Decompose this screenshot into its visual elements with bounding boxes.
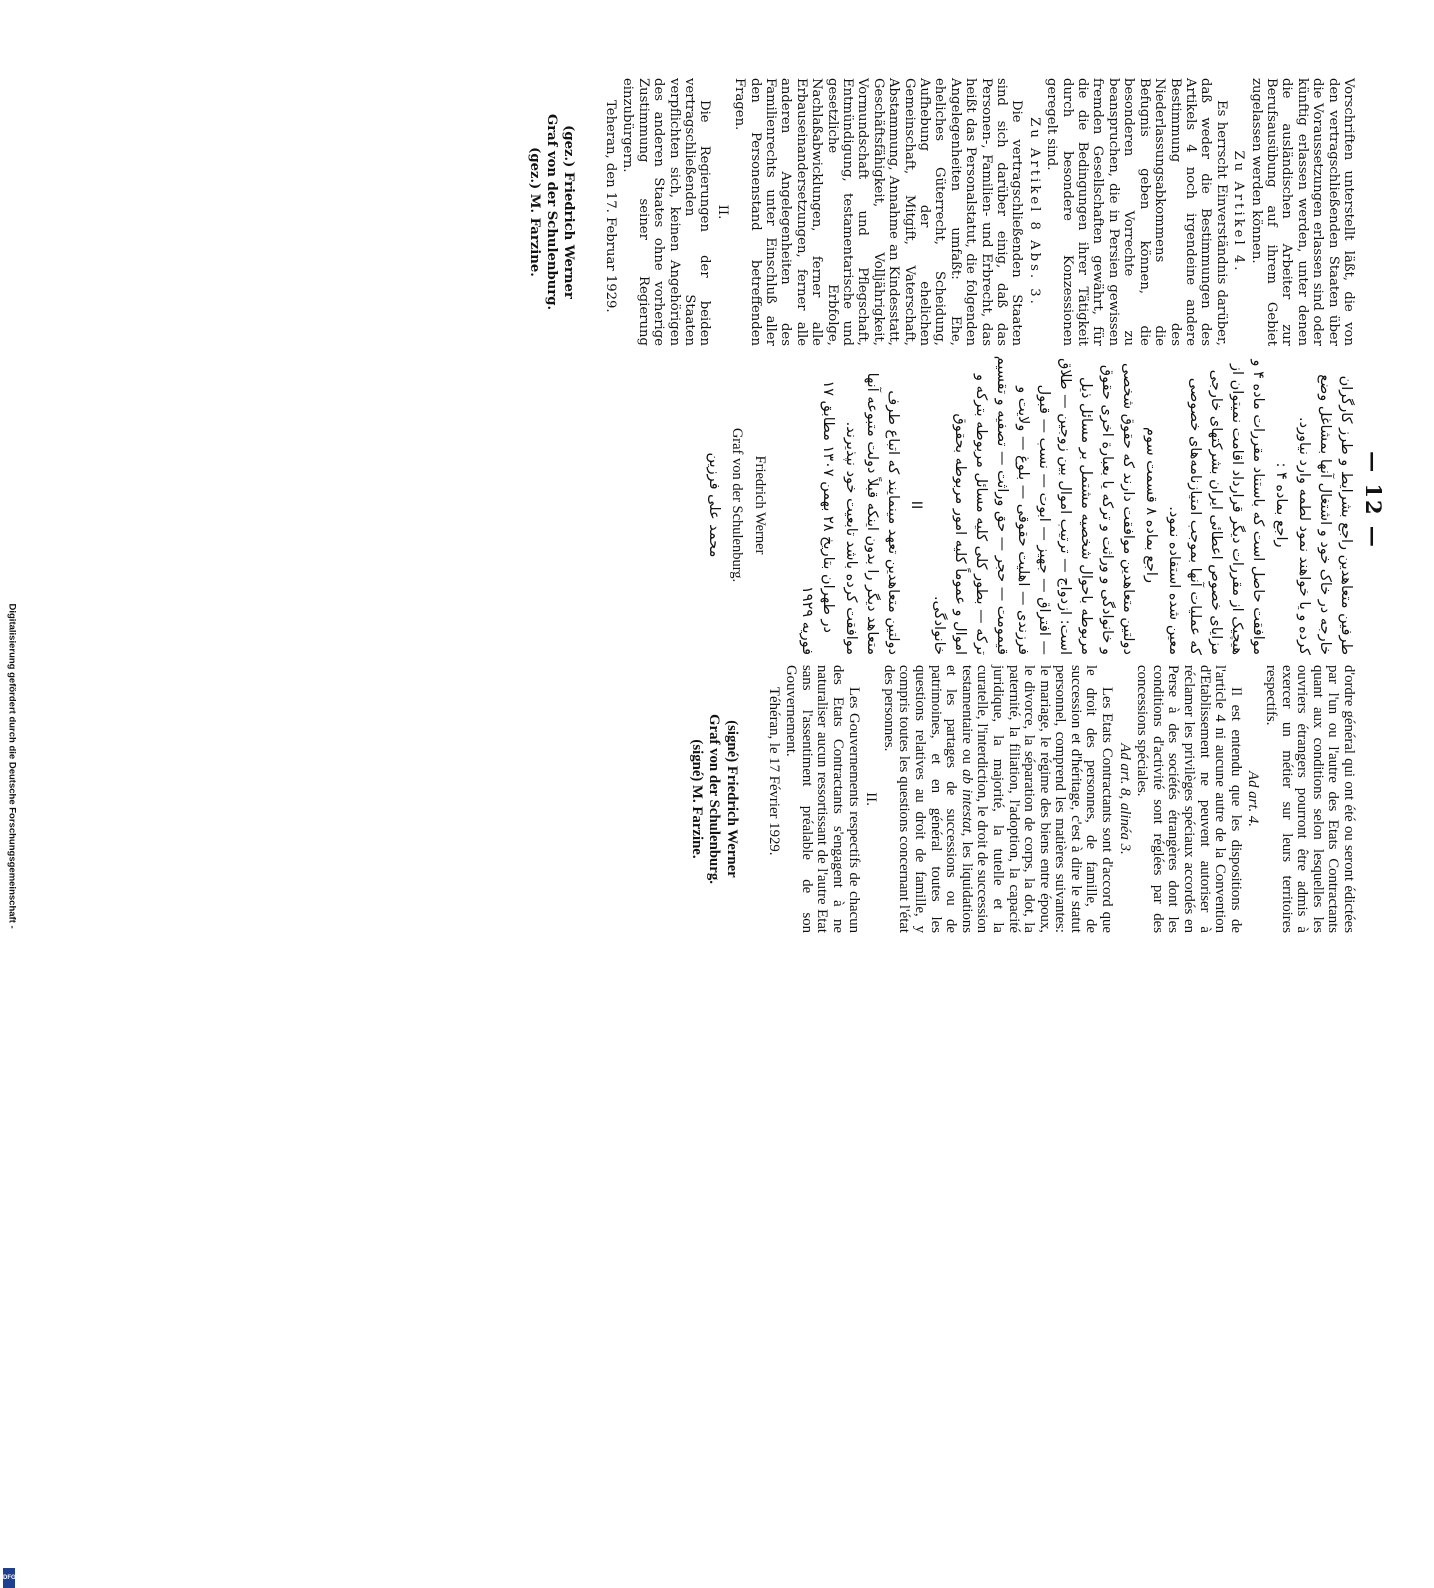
french-article-8-text-b: les liquidations et les partages de successions ou de patrimoines, et en général toutes les questions relatives au droit de famille, y compris toutes les questions concernant l'état des personnes. [880,665,975,933]
digitization-note: Digitalisierung gefördert durch die Deutsche Forschungsgemeinschaft - [6,603,18,929]
digitization-sidebar [2,600,18,1581]
persian-signature-1: Friedrich Werner [752,455,768,555]
german-paragraph-intro: Vorschriften unterstellt läßt, die von den vertragschließenden Staaten über die Voraussetzungen erlassen sind oder künftig erlassen werden, unter denen die ausländischen Arbeiter zur Berufsausübung auf ihrem Gebiet zugelassen werden können. [1248,78,1356,346]
persian-text-column [701,355,1356,655]
french-signature-1: (signé) Friedrich Werner [724,720,741,878]
german-signature-2: Graf von der Schulenburg. [544,113,560,311]
french-paragraph-naturalization: Les Gouvernements respectifs de chacun des Etats Contractants s'engagent à ne naturaliser aucun ressortissant de l'autre Etat sans l'assentiment préalable de son Gouvernement. [783,665,862,933]
persian-section-ii: II [908,500,924,510]
french-signature-2: Graf von der Schulenburg. [706,714,723,884]
german-section-ii: II. [714,204,730,220]
german-paragraph-article-4: Es herrscht Einverständnis darüber, daß weder die Bestimmungen des Artikels 4 noch irgendeine andere Bestimmung des Niederlassungsabkommens die Befugnis geben können, die besonderen Vorrechte zu beanspruchen, die in Persien gewissen fremden Gesellschaften gewährt, für die die Bedingungen ihrer Tätigkeit durch besondere Konzessionen geregelt sind. [1044,78,1229,346]
french-text-column [686,665,1356,933]
german-signature-1: (gez.) Friedrich Werner [561,125,577,299]
french-paragraph-intro: d'ordre général qui ont été ou seront édictées par l'un ou l'autre des Etats Contractants quant aux conditions selon lesquelles les ouvriers étrangers pourront être admis à exercer un métier sur leurs territoires respectifs. [1263,665,1357,933]
german-paragraph-article-8: Die vertragschließenden Staaten sind sich darüber einig, daß das Personen-, Familien- und Erbrecht, das heißt das Personalstatut, die folgenden Angelegenheiten umfaßt: Ehe, eheliches Güterrecht, Scheidung, Aufhebung der ehelichen Gemeinschaft, Mitgift, Vaterschaft, Abstammung, Annahme an Kindesstatt, Geschäftsfähigkeit, Volljährigkeit, Vormundschaft und Pflegschaft, Entmündigung, testamentarische und gesetzliche Erbfolge, Nachlaßabwicklungen, ferner alle Erbauseinandersetzungen, ferner alle anderen Angelegenheiten des Familienrechts unter Einschluß aller den Personenstand betreffenden Fragen. [732,78,1025,346]
persian-heading-article-4: راجع بماده ۴ : [1273,462,1289,548]
german-date-line: Teheran, den 17. Februar 1929. [602,100,618,313]
french-paragraph-article-4: Il est entendu que les dispositions de l'article 4 ni aucune autre de la Convention d'Etablissement ne peuvent autoriser à réclamer les privilèges spéciaux accordés en Perse à des sociétés étrangères dont les conditions d'activité sont réglées par des concessions spéciales. [1134,665,1244,933]
persian-paragraph-intro: طرفین متعاهدین راجع بشرایط و طرز کارگران خارجه در خاک خود و اشتغال آنها بمشاغل وضع کرده و یا خواهند نمود لطمه وارد نیاورد. [1296,374,1354,655]
german-signature-3: (gez.) M. Farzine. [526,147,542,277]
french-section-ii: II. [863,792,880,806]
page-number: — 12 — [1361,451,1386,549]
dfg-logo: DFG [3,1568,15,1588]
persian-signature-2: Graf von der Schulenburg. [729,427,745,583]
french-signature-3: (signé) M. Farzine. [688,739,705,859]
french-heading-article-4: Ad art. 4. [1245,771,1262,827]
german-heading-article-8: Zu Artikel 8 Abs. 3. [1026,117,1042,307]
french-date-line: Téhéran, le 17 Février 1929. [765,687,782,856]
persian-paragraph-article-4: موافقت حاصل است که باستناد مقررات ماده ۴ و هیچیک از مقررات دیگر قرارداد اقامت نمیتوان از مزایای خصوص اعطائی ایران بشرکتهای خارجی که عملیات آنها بموجب امتیازنامه‌های خصوصی معین شده استفاده نمود. [1166,359,1266,655]
german-heading-article-4: Zu Artikel 4. [1231,150,1247,274]
persian-paragraph-article-8: دولتین متعاهدین موافقت دارند که حقوق شخصی و خانوادگی و وراثت و ترکه یا بعبارة اخری حقوق مربوطه باحوال شخصیه مشتمل بر مسائل ذیل است: ازدواج — ترتیب اموال بین زوجین — طلاق — افتراق — جهیز — ابوت — نسب — قبول فرزندی — اهلیت حقوقی — بلوغ — ولایت و قیمومت — حجر — حق وراثت — تصفیه و تقسیم ترکه — بطور کلی کلیه مسائل مربوطه بترکه و اموال و عموماً کلیه امور مربوطه بحقوق خانوادگی. [931,355,1136,655]
french-heading-article-8: Ad art. 8, alinéa 3. [1116,743,1133,855]
persian-signature-3: محمد علی فرزین [706,452,722,558]
german-paragraph-naturalization: Die Regierungen der beiden vertragschließenden Staaten verpflichten sich, keinen Angehörigen des anderen Staates ohne vorherige Zustimmung seiner Regierung einzubürgern. [620,78,713,346]
french-article-8-italic: ab intestat, [958,769,975,837]
persian-paragraph-naturalization: دولتین متعاهدین تعهد مینمایند که اتباع طرف متعاهد دیگر را بدون اینکه قبلاً دولت متبوعه آنها موافقت کرده باشد تابعیت خود نپذیرند. [843,372,901,655]
french-article-8-text-a: Les Etats Contractants sont d'accord que le droit des personnes, de famille, de succession et d'héritage, c'est à dire le statut personnel, comprend les matières suivantes: le mariage, le régime des biens entre époux, le divorce, la séparation de corps, la dot, la paternité, la filiation, l'adoption, la capacité juridique, la majorité, la tutelle et la curatelle, l'interdiction, le droit de succession testamentaire ou [958,665,1116,933]
french-paragraph-article-8 [880,665,1114,933]
persian-heading-article-8: راجع بماده ۸ قسمت سوم [1143,427,1159,583]
german-text-column [524,78,1356,346]
persian-date-line: در طهران بتاریخ ۲۸ بهمن ۱۳۰۷ مطابق ۱۷ فوریه ۱۹۲۹ [799,380,836,655]
